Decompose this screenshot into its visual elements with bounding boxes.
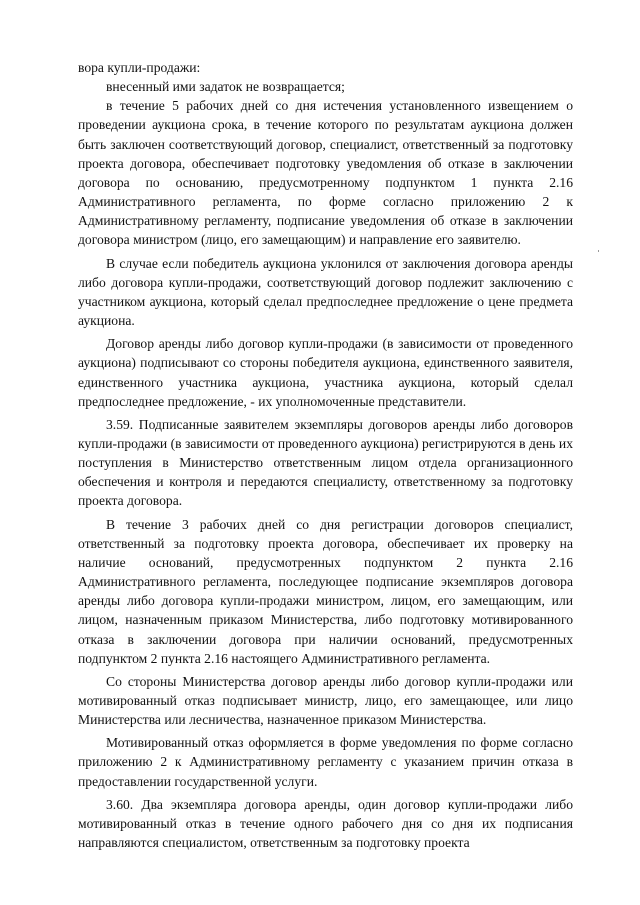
paragraph-deposit: внесенный ими задаток не возвращается; bbox=[106, 79, 345, 95]
scan-speck bbox=[598, 250, 599, 252]
document-page bbox=[78, 58, 573, 852]
paragraph-continuation: вора купли-продажи: bbox=[78, 60, 201, 75]
paragraph-winner-evasion: В случае если победитель аукциона уклонился от заключения договора аренды либо договора купли-продажи, соответствующий договор подлежит заключению с участником аукциона, который сделал предпоследнее предложение о цене предмета аукциона. bbox=[78, 255, 573, 329]
paragraph-refusal-notice: в течение 5 рабочих дней со дня истечения установленного извещением о проведении аукциона срока, в течение которого по результатам аукциона должен быть заключен соответствующий договор, специалист, ответственный за подготовку проекта договора, обеспечивает подготовку уведомления об отказе в заключении договора по основанию, предусмотренному подпунктом 1 пункта 2.16 Административного регламента, по форме согласно приложению 2 к Административному регламенту, подписание уведомления об отказе в заключении договора министром (лицо, его замещающим) и направление его заявителю. bbox=[78, 98, 573, 248]
paragraph-ministry-signature: Со стороны Министерства договор аренды либо договор купли-продажи или мотивированный отказ подписывает министр, лицо, его замещающее, или лицо Министерства или лесничества, назначенное приказом Министерства. bbox=[78, 673, 573, 728]
paragraph-motivated-refusal: Мотивированный отказ оформляется в форме уведомления по форме согласно приложению 2 к Административному регламенту с указанием причин отказа в предоставлении государственной услуги. bbox=[78, 735, 573, 789]
paragraph-3-59: 3.59. Подписанные заявителем экземпляры договоров аренды либо договоров купли-продажи (в зависимости от проведенного аукциона) регистрируются в день их поступления в Министерство ответственным лицом отдела организационного обеспечения и контроля и передаются специалисту, ответственному за подготовку проекта договора. bbox=[78, 416, 573, 509]
paragraph-3-60: 3.60. Два экземпляра договора аренды, один договор купли-продажи либо мотивированный отказ в течение одного рабочего дня со дня их подписания направляются специалистом, ответственным за подготовку проекта bbox=[78, 796, 573, 851]
paragraph-contract-signing: Договор аренды либо договор купли-продажи (в зависимости от проведенного аукциона) подписывают со стороны победителя аукциона, единственного заявителя, единственного участника аукциона, участника аукциона, который сделал предпоследнее предложение, - их уполномоченные представители. bbox=[78, 336, 573, 409]
paragraph-registration-check: В течение 3 рабочих дней со дня регистрации договоров специалист, ответственный за подготовку проекта договора, обеспечивает их проверку на наличие оснований, предусмотренных подпунктом 2 пункта 2.16 Административного регламента, последующее подписание экземпляров договора аренды либо договора купли-продажи министром, лицом, его замещающим, или лицом, назначенным приказом Министерства, либо подготовку мотивированного отказа в заключении договора при наличии оснований, предусмотренных подпунктом 2 пункта 2.16 настоящего Административного регламента. bbox=[78, 516, 573, 666]
